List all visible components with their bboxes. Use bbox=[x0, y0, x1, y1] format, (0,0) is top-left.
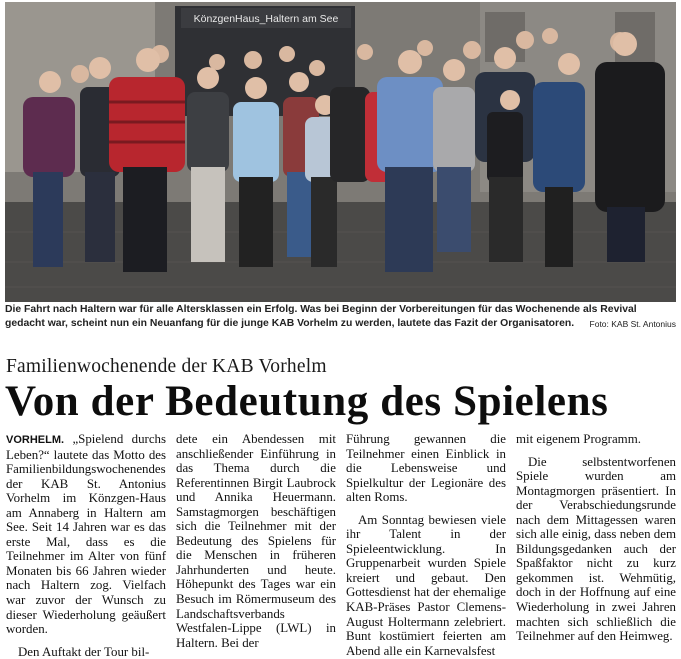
photo-credit: Foto: KAB St. Antonius bbox=[589, 319, 676, 329]
text-column-4 bbox=[516, 432, 676, 644]
text-column-1 bbox=[6, 432, 166, 659]
paragraph: Führung gewannen die Teilnehmer einen Einblick in die Lebensweise und Spielkultur der Legionäre des alten Roms. bbox=[346, 432, 506, 505]
article-body bbox=[6, 432, 676, 659]
dateline: VORHELM. bbox=[6, 434, 65, 446]
building-sign: KönzgenHaus_Haltern am See bbox=[193, 13, 339, 25]
photo-caption bbox=[5, 303, 676, 331]
paragraph: Die selbstentworfenen Spiele wurden am Montagmorgen präsentiert. In der Verabschiedungsrunde nach dem Mittagessen waren sich alle einig, dass neben dem Bildungsgedanken auch der Spaßfaktor nicht zu kurz gekommen ist. Wehmütig, doch in der Hoffnung auf eine Wiederholung in zwei Jahren machten sich schließlich die Teilnehmer auf den Heimweg. bbox=[516, 454, 676, 644]
text-column-2 bbox=[176, 432, 336, 650]
paragraph: dete ein Abendessen mit anschließender Einführung in das Thema durch die Referentinnen Birgit Laubrock und Annika Heuermann. Samstagmorgen beschäftigen sich die Teilnehmer mit der Bedeutung des Spielens für die Menschen in früheren Jahrhunderten und heute. Höhepunkt des Tages war ein Besuch im Römermuseum des Landschaftsverbands Westfalen-Lippe (LWL) in Haltern. Bei der bbox=[176, 432, 336, 650]
paragraph bbox=[6, 432, 166, 637]
text-column-3 bbox=[346, 432, 506, 658]
group-photo-illustration bbox=[5, 2, 676, 302]
paragraph: mit eigenem Programm. bbox=[516, 432, 641, 446]
paragraph: Am Sonntag bewiesen viele ihr Talent in der Spieleentwicklung. In Gruppenarbeit wurden Spiele kreiert und gebaut. Den Gottesdienst hat der ehemalige KAB-Präses Pastor Clemens-August Holtermann zelebriert. Bunt kostümiert feierten am Abend alle ein Karnevalsfest bbox=[346, 512, 506, 658]
article-headline: Von der Bedeutung des Spielens bbox=[5, 378, 609, 425]
group-photo bbox=[5, 2, 676, 302]
caption-text: Die Fahrt nach Haltern war für alle Altersklassen ein Erfolg. Was bei Beginn der Vorbereitungen für das Wochenende als Revival gedacht war, scheint nun ein Neuanfang für die junge KAB Vorhelm zu werden, lautete das Fazit der Organisatoren. bbox=[5, 304, 637, 329]
paragraph-text: „Spielend durchs Leben?“ lautete das Motto des Familienbildungswochenendes der KAB St. Antonius Vorhelm im Könzgen-Haus am Annaberg in Haltern am See. Seit 14 Jahren war es das erste Mal, dass es die Teilnehmer im Alter von fünf Monaten bis 66 Jahren wieder nach Haltern zog. Vielfach war zuvor der Wunsch zu dieser Wiederholung geäußert worden. bbox=[6, 432, 166, 637]
article-kicker: Familienwochenende der KAB Vorhelm bbox=[6, 356, 327, 377]
paragraph: Den Auftakt der Tour bil- bbox=[18, 644, 150, 659]
